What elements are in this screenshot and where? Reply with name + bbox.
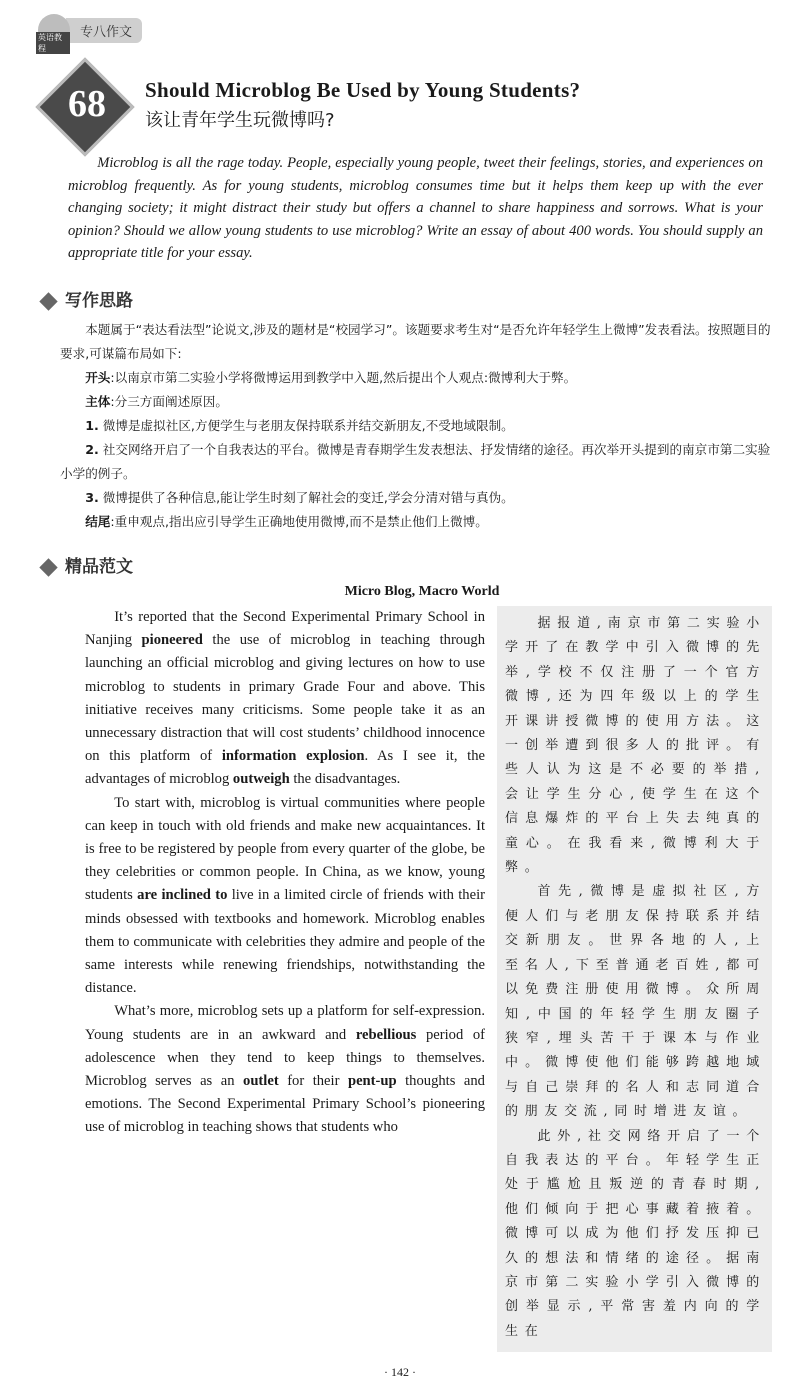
translation-paragraph: 首先,微博是虚拟社区,方便人们与老朋友保持联系并结交新朋友。世界各地的人,上至名人,下至普通老百姓,都可以免费注册使用微博。众所周知,中国的年轻学生朋友圈子狭窄,埋头苦干于课本与作业中。微博使他们能够跨越地域与自己崇拜的名人和志同道合的朋友交流,同时增进友谊。 bbox=[505, 884, 766, 1120]
ideas-opening: 开头:以南京市第二实验小学将微博运用到教学中入题,然后提出个人观点:微博利大于弊。 bbox=[85, 370, 577, 385]
essay-text: the disadvantages. bbox=[289, 771, 401, 788]
highlighted-phrase: outweigh bbox=[232, 771, 290, 788]
essay-paragraph bbox=[85, 1000, 485, 1139]
essay-number: 68 bbox=[68, 83, 106, 125]
translation-paragraph: 此外,社交网络开启了一个自我表达的平台。年轻学生正处于尴尬且叛逆的青春时期,他们倾向于把心事藏着掖着。微博可以成为他们抒发压抑已久的想法和情绪的途径。据南京市第二实验小学引入微博的创举显示,平常害羞内向的学生在 bbox=[505, 1128, 766, 1339]
essay-text: live in a limited circle of friends with their minds obsessed with textbooks and homework. Microblog enables them to communicate with celebrities they admire and people of the same interests while renewing friendships, notwithstanding the distance. bbox=[85, 887, 485, 997]
highlighted-phrase: pent-up bbox=[347, 1073, 397, 1090]
page-body bbox=[42, 288, 772, 1400]
essay-columns bbox=[42, 606, 772, 1352]
ideas-point: 1. 微博是虚拟社区,方便学生与老朋友保持联系并结交新朋友,不受地域限制。 bbox=[85, 418, 514, 433]
essay-text: What’s more, microblog sets up a platform for self-expression. Young students are in an awkward and bbox=[85, 1003, 485, 1043]
essay-text: for their bbox=[278, 1073, 348, 1090]
highlighted-phrase: pioneered bbox=[141, 632, 203, 649]
ideas-body: 主体:分三方面阐述原因。 bbox=[85, 394, 228, 409]
highlighted-phrase: rebellious bbox=[355, 1026, 417, 1043]
prompt-paragraph: Microblog is all the rage today. People, especially young people, tweet their feelings, stories, and experiences on microblog frequently. As for young students, microblog consumes time but it helps them keep up with the ever changing society; it might distract their study but offers a channel to share happiness and sorrows. What is your opinion? Should we allow young students to use microblog? Write an essay of about 400 words. You should supply an appropriate title for your essay. bbox=[68, 155, 763, 261]
essay-text: To start with, microblog is virtual communities where people can keep in touch with old friends and make new acquaintances. It is free to be registered by people from every quarter of the globe, be they celebrities or common people. In China, as we know, young students bbox=[85, 794, 485, 904]
essay-title: Micro Blog, Macro World bbox=[344, 584, 500, 599]
diamond-bullet-icon bbox=[39, 292, 57, 310]
translation-paragraph: 据报道,南京市第二实验小学开了在教学中引入微博的先举,学校不仅注册了一个官方微博,还为四年级以上的学生开课讲授微博的使用方法。这一创举遭到很多人的批评。有些人认为这是不必要的举措,会让学生分心,使学生在这个信息爆炸的平台上失去纯真的童心。在我看来,微博利大于弊。 bbox=[505, 616, 766, 876]
page-subtitle: 该让青年学生玩微博吗? bbox=[145, 110, 335, 131]
highlighted-phrase: outlet bbox=[243, 1073, 279, 1090]
translation-box bbox=[497, 606, 772, 1352]
essay-body bbox=[85, 606, 485, 1140]
essay-text: the use of microblog in teaching through launching an official microblog and giving lectures on how to use microblog to students in primary Grade Four and above. This initiative receives many criticisms. Some people take it as an unnecessary distraction that will cost students’ childhood innocence on this platform of bbox=[85, 632, 485, 765]
essay-text: period of adolescence when they tend to keep things to themselves. Microblog serves as an bbox=[85, 1026, 485, 1090]
essay-paragraph bbox=[85, 606, 485, 792]
book-logo-icon: 英语教程 bbox=[38, 14, 70, 46]
essay-text: thoughts and emotions. The Second Experimental Primary School’s pioneering use of microblog in teaching shows that students who bbox=[85, 1073, 485, 1136]
ideas-point: 2. 社交网络开启了一个自我表达的平台。微博是青春期学生发表想法、抒发情绪的途径。再次举开头提到的南京市第二实验小学的例子。 bbox=[60, 442, 771, 481]
essay-paragraph bbox=[85, 792, 485, 1001]
highlighted-phrase: are inclined to bbox=[137, 887, 228, 904]
essay-text: It’s reported that the Second Experimental Primary School in Nanjing bbox=[85, 609, 485, 649]
section-heading-writing-ideas: 写作思路 bbox=[42, 288, 772, 314]
running-header bbox=[38, 14, 142, 53]
writing-ideas-body bbox=[60, 318, 772, 534]
ideas-ending: 结尾:重申观点,指出应引导学生正确地使用微博,而不是禁止他们上微博。 bbox=[85, 514, 488, 529]
ideas-intro: 本题属于“表达看法型”论说文,涉及的题材是“校园学习”。该题要求考生对“是否允许年轻学生上微博”发表看法。按照题目的要求,可谋篇布局如下: bbox=[60, 322, 771, 361]
section-heading-sample-essay: 精品范文 bbox=[42, 554, 772, 580]
page-number: · 142 · bbox=[384, 1365, 416, 1380]
page-title: Should Microblog Be Used by Young Students? bbox=[145, 78, 581, 102]
diamond-bullet-icon bbox=[39, 558, 57, 576]
essay-text: . As I see it, the advantages of microblog bbox=[85, 748, 486, 788]
section-tab: 专八作文 bbox=[66, 18, 142, 43]
ideas-point: 3. 微博提供了各种信息,能让学生时刻了解社会的变迁,学会分清对错与真伪。 bbox=[85, 490, 514, 505]
highlighted-phrase: information explosion bbox=[221, 748, 365, 765]
